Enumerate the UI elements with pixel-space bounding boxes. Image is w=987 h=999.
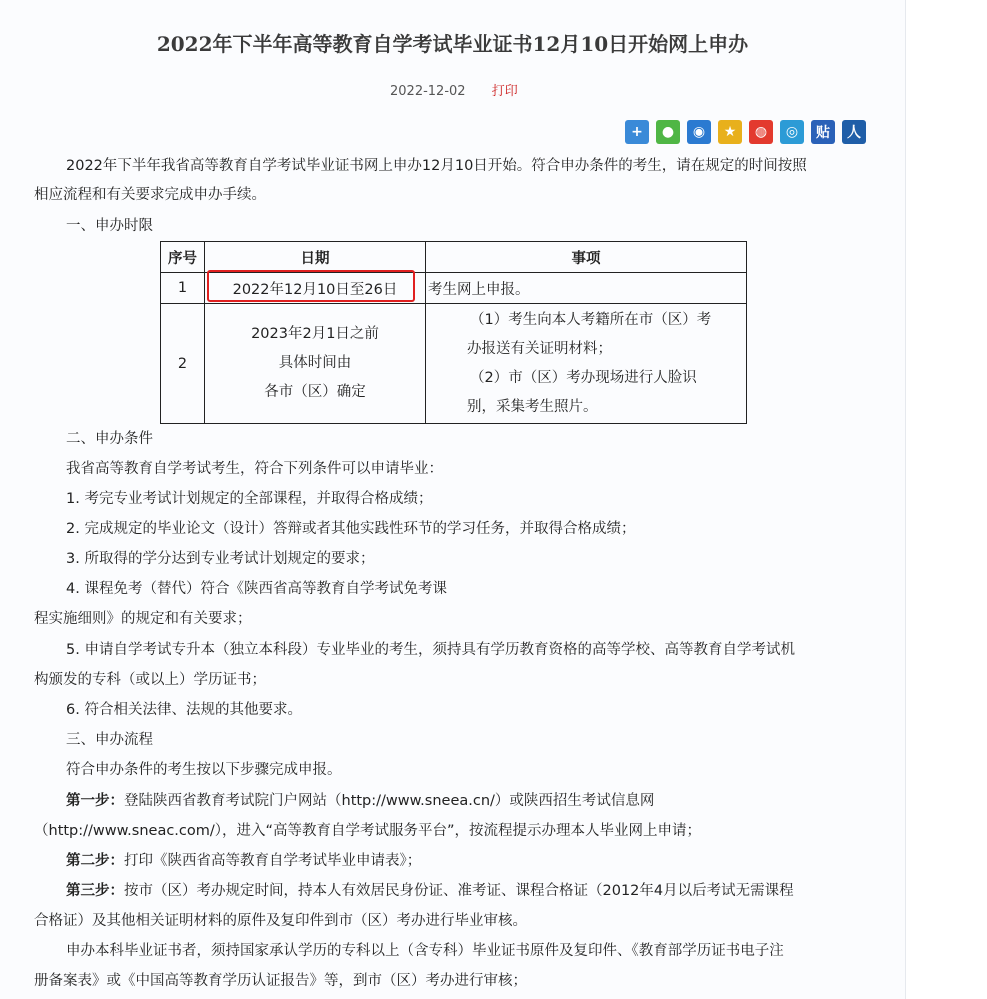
row-date-line: 各市（区）确定 xyxy=(264,384,366,400)
intro-line-2: 相应流程和有关要求完成申办手续。 xyxy=(34,187,266,203)
step-three xyxy=(66,877,794,906)
schedule-table xyxy=(160,241,747,424)
article-meta xyxy=(390,80,518,99)
process-intro: 符合申办条件的考生按以下步骤完成申报。 xyxy=(66,762,342,778)
tieba-icon[interactable]: 贴 xyxy=(811,120,835,144)
row-date-line: 2023年2月1日之前 xyxy=(251,326,379,342)
step-text: 打印《陕西省高等教育自学考试毕业申请表》； xyxy=(124,853,422,869)
condition-item-cont: 构颁发的专科（或以上）学历证书； xyxy=(34,672,266,688)
condition-item: 4. 课程免考（替代）符合《陕西省高等教育自学考试免考课 xyxy=(66,581,447,597)
wechat-icon[interactable]: ● xyxy=(656,120,680,144)
row-date: 2022年12月10日至26日 xyxy=(205,273,426,304)
step-three-cont: 合格证）及其他相关证明材料的原件及复印件到市（区）考办进行毕业审核。 xyxy=(34,913,527,929)
renren-icon[interactable]: 人 xyxy=(842,120,866,144)
section-heading-process: 三、申办流程 xyxy=(66,732,153,748)
intro-line-1: 2022年下半年我省高等教育自学考试毕业证书网上申办12月10日开始。符合申办条件的考生，请在规定的时间按照 xyxy=(66,158,807,174)
qzone-icon[interactable]: ★ xyxy=(718,120,742,144)
step-one-cont: （http://www.sneac.com/），进入“高等教育自学考试服务平台”，按流程提示办理本人毕业网上申请； xyxy=(34,823,702,839)
row-item-line: （2）市（区）考办现场进行人脸识 xyxy=(470,369,697,386)
col-header-no: 序号 xyxy=(161,242,205,273)
row-item xyxy=(426,304,747,424)
condition-item: 5. 申请自学考试专升本（独立本科段）专业毕业的考生，须持具有学历教育资格的高等学校、高等教育自学考试机 xyxy=(66,642,795,658)
bachelor-paragraph-cont: 册备案表》或《中国高等教育学历认证报告》等，到市（区）考办进行审核； xyxy=(34,973,527,989)
condition-item: 1. 考完专业考试计划规定的全部课程，并取得合格成绩； xyxy=(66,491,433,507)
condition-item: 3. 所取得的学分达到专业考试计划规定的要求； xyxy=(66,551,375,567)
condition-item: 6. 符合相关法律、法规的其他要求。 xyxy=(66,702,302,718)
row-item-line: 别，采集考生照片。 xyxy=(467,398,598,415)
table-row xyxy=(161,304,747,424)
bachelor-paragraph: 申办本科毕业证书者，须持国家承认学历的专科以上（含专科）毕业证书原件及复印件、《教育部学历证书电子注 xyxy=(66,943,784,959)
step-one xyxy=(66,787,654,816)
row-item-line: （1）考生向本人考籍所在市（区）考 xyxy=(470,311,712,328)
condition-item-cont: 程实施细则》的规定和有关要求； xyxy=(34,611,252,627)
step-label: 第三步： xyxy=(66,883,124,899)
tencent-weibo-icon[interactable]: ◎ xyxy=(780,120,804,144)
col-header-item: 事项 xyxy=(426,242,747,273)
section-heading-conditions: 二、申办条件 xyxy=(66,431,153,447)
condition-item: 2. 完成规定的毕业论文（设计）答辩或者其他实践性环节的学习任务，并取得合格成绩； xyxy=(66,521,636,537)
step-two xyxy=(66,847,421,876)
qq-icon[interactable]: ◉ xyxy=(687,120,711,144)
article-title: 2022年下半年高等教育自学考试毕业证书12月10日开始网上申办 xyxy=(156,32,749,56)
print-link[interactable]: 打印 xyxy=(491,84,518,99)
row-item-line: 办报送有关证明材料； xyxy=(467,340,612,357)
row-date xyxy=(205,304,426,424)
weibo-icon[interactable]: ◍ xyxy=(749,120,773,144)
col-header-date: 日期 xyxy=(205,242,426,273)
conditions-intro: 我省高等教育自学考试考生，符合下列条件可以申请毕业： xyxy=(66,461,443,477)
step-text: 登陆陕西省教育考试院门户网站（http://www.sneea.cn/）或陕西招生考试信息网 xyxy=(124,793,655,809)
step-label: 第二步： xyxy=(66,853,124,869)
row-item: 考生网上申报。 xyxy=(426,273,747,304)
step-label: 第一步： xyxy=(66,793,124,809)
step-text: 按市（区）考办规定时间，持本人有效居民身份证、准考证、课程合格证（2012年4月以后考试无需课程 xyxy=(124,883,794,899)
row-number: 1 xyxy=(161,273,205,304)
table-header-row xyxy=(161,242,747,273)
section-heading-time: 一、申办时限 xyxy=(66,218,153,234)
row-date-line: 具体时间由 xyxy=(278,355,352,371)
row-number: 2 xyxy=(161,304,205,424)
share-more-icon[interactable]: + xyxy=(625,120,649,144)
highlight-box xyxy=(207,270,415,302)
publish-date: 2022-12-02 xyxy=(390,84,466,99)
